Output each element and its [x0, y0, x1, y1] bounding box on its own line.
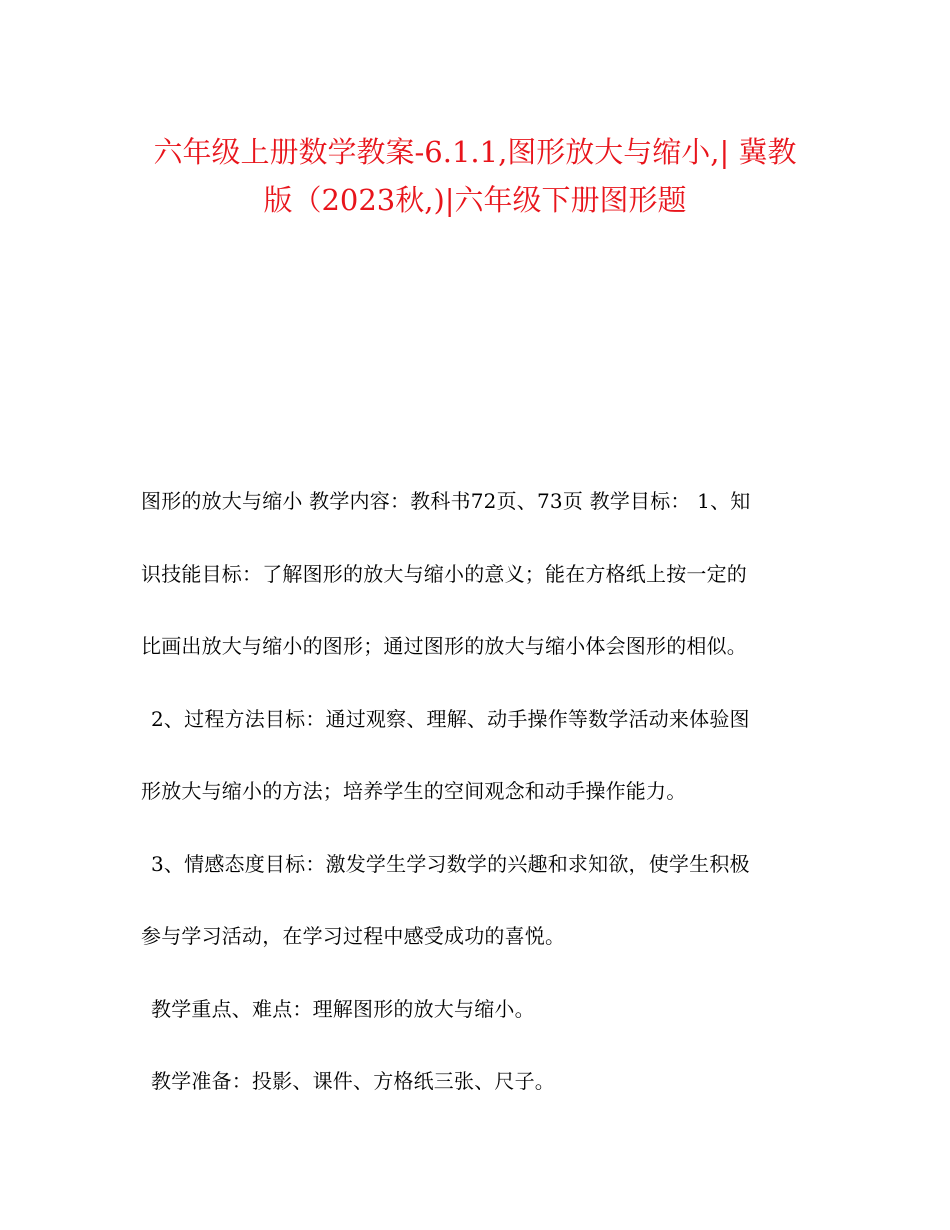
body-line-3: 比画出放大与缩小的图形；通过图形的放大与缩小体会图形的相似。	[141, 634, 747, 658]
body-line-1: 图形的放大与缩小 教学内容：教科书72页、73页 教学目标： 1、知	[141, 489, 751, 513]
title-line-2: 版（2023秋,)|六年级下册图形题	[263, 183, 687, 217]
body-line-8: 教学重点、难点：理解图形的放大与缩小。	[151, 996, 535, 1021]
body-line-9: 教学准备：投影、课件、方格纸三张、尺子。	[151, 1069, 555, 1093]
title-line-1: 六年级上册数学教案-6.1.1,图形放大与缩小,| 冀教	[153, 135, 797, 169]
body-line-4: 2、过程方法目标：通过观察、理解、动手操作等数学活动来体验图	[151, 706, 750, 731]
body-line-5: 形放大与缩小的方法；培养学生的空间观念和动手操作能力。	[141, 779, 687, 803]
body-line-7: 参与学习活动，在学习过程中感受成功的喜悦。	[141, 924, 566, 948]
document-title	[110, 128, 840, 224]
document-body	[141, 478, 821, 1131]
body-line-2: 识技能目标：了解图形的放大与缩小的意义；能在方格纸上按一定的	[141, 561, 747, 586]
body-line-6: 3、情感态度目标：激发学生学习数学的兴趣和求知欲，使学生积极	[151, 851, 750, 876]
